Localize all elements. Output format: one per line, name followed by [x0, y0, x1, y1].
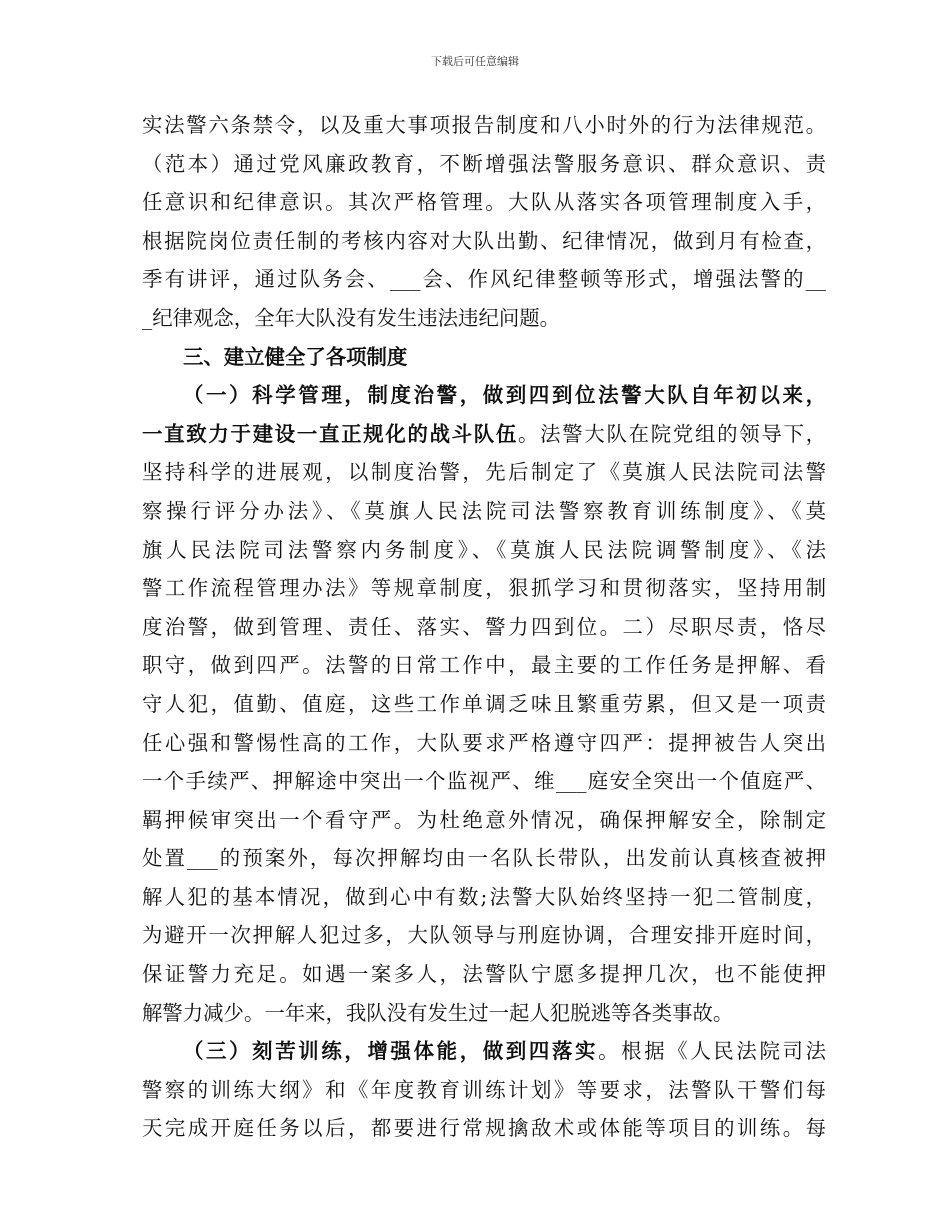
paragraph-line: 季有讲评，通过队务会、___会、作风纪律整顿等形式，增强法警的__ — [142, 267, 826, 292]
paragraph-line: 为避开一次押解人犯过多，大队领导与刑庭协调，合理安排开庭时间， — [142, 923, 826, 948]
paragraph-line: 实法警六条禁令，以及重大事项报告制度和八小时外的行为法律规范。 — [142, 113, 826, 137]
paragraph-line: 旗人民法院司法警察内务制度》、《莫旗人民法院调警制度》、《法 — [142, 537, 826, 562]
paragraph-line: 警察的训练大纲》和《年度教育训练计划》等要求，法警队干警们每 — [142, 1077, 826, 1102]
subsection-heading-line: （三）刻苦训练，增强体能，做到四落实。根据《人民法院司法 — [183, 1039, 826, 1064]
paragraph-line: 任意识和纪律意识。其次严格管理。大队从落实各项管理制度入手， — [142, 190, 826, 215]
paragraph-line: 天完成开庭任务以后，都要进行常规擒敌术或体能等项目的训练。每 — [142, 1116, 826, 1141]
paragraph-line: 一个手续严、押解途中突出一个监视严、维___庭安全突出一个值庭严、 — [142, 769, 826, 794]
page-header: 下载后可任意编辑 — [431, 55, 519, 68]
paragraph-line: 守人犯，值勤、值庭，这些工作单调乏味且繁重劳累，但又是一项责 — [142, 691, 826, 716]
paragraph-line: 处置___的预案外，每次押解均由一名队长带队，出发前认真核查被押 — [142, 846, 826, 871]
paragraph-line: 察操行评分办法》、《莫旗人民法院司法警察教育训练制度》、《莫 — [142, 498, 826, 523]
paragraph-line: 职守，做到四严。法警的日常工作中，最主要的工作任务是押解、看 — [142, 653, 826, 678]
paragraph-line: 任心强和警惕性高的工作，大队要求严格遵守四严：提押被告人突出 — [142, 730, 826, 755]
subsection-heading-line: （一）科学管理，制度治警，做到四到位法警大队自年初以来， — [183, 383, 826, 408]
paragraph-line: _纪律观念，全年大队没有发生违法违纪问题。 — [142, 305, 561, 330]
paragraph-line: 警工作流程管理办法》等规章制度，狠抓学习和贯彻落实，坚持用制 — [142, 576, 826, 601]
paragraph-line: 保证警力充足。如遇一案多人，法警队宁愿多提押几次，也不能使押 — [142, 962, 826, 987]
paragraph-line: （范本）通过党风廉政教育，不断增强法警服务意识、群众意识、责 — [142, 151, 826, 176]
paragraph-line: 羁押候审突出一个看守严。为杜绝意外情况，确保押解安全，除制定 — [142, 807, 826, 832]
paragraph-line: 度治警，做到管理、责任、落实、警力四到位。二）尽职尽责，恪尽 — [142, 614, 826, 639]
document-body — [142, 106, 826, 1148]
paragraph-line: 坚持科学的进展观，以制度治警，先后制定了《莫旗人民法院司法警 — [142, 460, 826, 485]
section-heading: 三、建立健全了各项制度 — [183, 344, 408, 369]
paragraph-line: 解警力减少。一年来，我队没有发生过一起人犯脱逃等各类事故。 — [142, 1000, 734, 1025]
paragraph-line: 一直致力于建设一直正规化的战斗队伍。法警大队在院党组的领导下， — [142, 421, 826, 446]
paragraph-line: 解人犯的基本情况，做到心中有数;法警大队始终坚持一犯二管制度， — [142, 884, 826, 909]
paragraph-line: 根据院岗位责任制的考核内容对大队出勤、纪律情况，做到月有检查， — [142, 228, 826, 253]
